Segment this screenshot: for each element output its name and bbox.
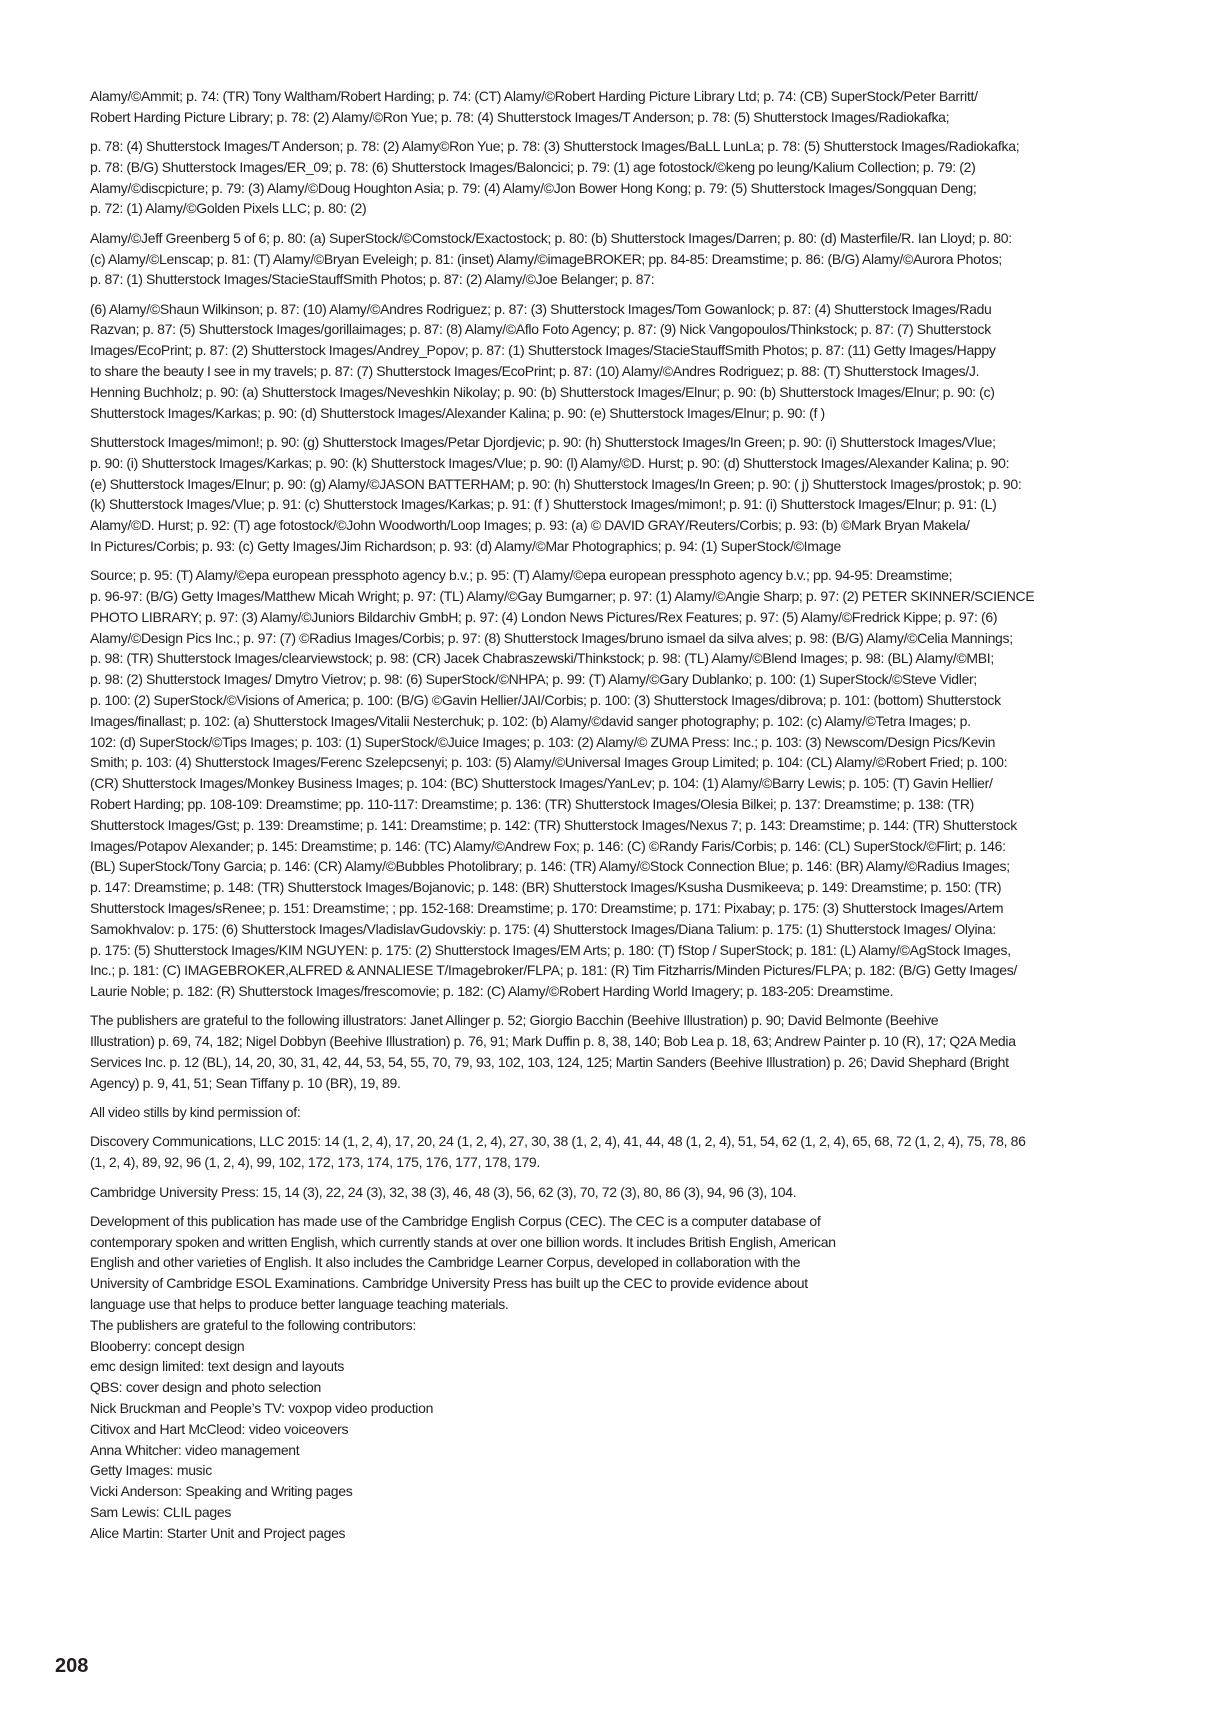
- acknowledgements-content: [90, 86, 1150, 1544]
- discovery-credits: Discovery Communications, LLC 2015: 14 (1, 2, 4), 17, 20, 24 (1, 2, 4), 27, 30, 38 (1, 2, 4), 41, 44, 48 (1, 2, 4), 51, 54, 62 (1, 2, 4), 65, 68, 72 (1, 2, 4), 75, 78, 86 (1, 2, 4), 89, 92, 96 (1, 2, 4), 99, 102, 172, 173, 174, 175, 176, 177, 178, 179.: [90, 1133, 1026, 1171]
- contributors-intro: The publishers are grateful to the following contributors:: [90, 1316, 416, 1333]
- video-stills-heading: All video stills by kind permission of:: [90, 1104, 301, 1121]
- contributors-list: [90, 1336, 1150, 1544]
- list-item: QBS: cover design and photo selection: [90, 1379, 321, 1396]
- credit-paragraph-3: Alamy/©Jeff Greenberg 5 of 6; p. 80: (a) SuperStock/©Comstock/Exactostock; p. 80: (b) Shutterstock Images/Darren; p. 80: (d) Masterfile/R. Ian Lloyd; p. 80: (c) Alamy/©Lenscap; p. 81: (T) Alamy/©Bryan Eveleigh; p. 81: (inset) Alamy/©imageBROKER; pp. 84-85: Dreamstime; p. 86: (B/G) Alamy/©Aurora Photos; p. 87: (1) Shutterstock Images/StacieStauffSmith Photos; p. 87: (2) Alamy/©Joe Belanger; p. 87:: [90, 229, 1012, 288]
- list-item: Getty Images: music: [90, 1462, 212, 1479]
- credit-paragraph-4: (6) Alamy/©Shaun Wilkinson; p. 87: (10) Alamy/©Andres Rodriguez; p. 87: (3) Shutterstock Images/Tom Gowanlock; p. 87: (4) Shutterstock Images/Radu Razvan; p. 87: (5) Shutterstock Images/gorillaimages; p. 87: (8) Alamy/©Aflo Foto Agency; p. 87: (9) Nick Vangopoulos/Thinkstock; p. 87: (7) Shutterstock Images/EcoPrint; p. 87: (2) Shutterstock Images/Andrey_Popov; p. 87: (1) Shutterstock Images/StacieStauffSmith Photos; p. 87: (11) Getty Images/Happy to share the beauty I see in my travels; p. 87: (7) Shutterstock Images/EcoPrint; p. 87: (10) Alamy/©Andres Rodriguez; p. 88: (T) Shutterstock Images/J. Henning Buchholz; p. 90: (a) Shutterstock Images/Neveshkin Nikolay; p. 90: (b) Shutterstock Images/Elnur; p. 90: (b) Shutterstock Images/Elnur; p. 90: (c) Shutterstock Images/Karkas; p. 90: (d) Shutterstock Images/Alexander Kalina; p. 90: (e) Shutterstock Images/Elnur; p. 90: (f ): [90, 300, 996, 421]
- credit-paragraph-5: Shutterstock Images/mimon!; p. 90: (g) Shutterstock Images/Petar Djordjevic; p. 90: (h) Shutterstock Images/In Green; p. 90: (i) Shutterstock Images/Vlue; p. 90: (i) Shutterstock Images/Karkas; p. 90: (k) Shutterstock Images/Vlue; p. 90: (l) Alamy/©D. Hurst; p. 90: (d) Shutterstock Images/Alexander Kalina; p. 90: (e) Shutterstock Images/Elnur; p. 90: (g) Alamy/©JASON BATTERHAM; p. 90: (h) Shutterstock Images/In Green; p. 90: ( j) Shutterstock Images/prostok; p. 90: (k) Shutterstock Images/Vlue; p. 91: (c) Shutterstock Images/Karkas; p. 91: (f ) Shutterstock Images/mimon!; p. 91: (i) Shutterstock Images/Elnur; p. 91: (L) Alamy/©D. Hurst; p. 92: (T) age fotostock/©John Woodworth/Loop Images; p. 93: (a) © DAVID GRAY/Reuters/Corbis; p. 93: (b) ©Mark Bryan Makela/ In Pictures/Corbis; p. 93: (c) Getty Images/Jim Richardson; p. 93: (d) Alamy/©Mar Photographics; p. 94: (1) SuperStock/©Image: [90, 433, 1022, 554]
- corpus-paragraph: Development of this publication has made use of the Cambridge English Corpus (CEC). The CEC is a computer database of contemporary spoken and written English, which currently stands at over one billion words. It includes British English, American English and other varieties of English. It also includes the Cambridge Learner Corpus, developed in collaboration with the University of Cambridge ESOL Examinations. Cambridge University Press has built up the CEC to provide evidence about language use that helps to produce better language teaching materials.: [90, 1212, 836, 1313]
- credit-paragraph-1: Alamy/©Ammit; p. 74: (TR) Tony Waltham/Robert Harding; p. 74: (CT) Alamy/©Robert Harding Picture Library Ltd; p. 74: (CB) SuperStock/Peter Barritt/ Robert Harding Picture Library; p. 78: (2) Alamy/©Ron Yue; p. 78: (4) Shutterstock Images/T Anderson; p. 78: (5) Shutterstock Images/Radiokafka;: [90, 88, 978, 125]
- list-item: Alice Martin: Starter Unit and Project pages: [90, 1524, 346, 1541]
- cup-credits: Cambridge University Press: 15, 14 (3), 22, 24 (3), 32, 38 (3), 46, 48 (3), 56, 62 (3), 70, 72 (3), 80, 86 (3), 94, 96 (3), 104.: [90, 1183, 797, 1200]
- list-item: Sam Lewis: CLIL pages: [90, 1504, 232, 1520]
- list-item: Blooberry: concept design: [90, 1337, 245, 1354]
- list-item: Nick Bruckman and People’s TV: voxpop video production: [90, 1400, 434, 1417]
- list-item: Vicki Anderson: Speaking and Writing pages: [90, 1483, 353, 1500]
- credit-paragraph-6: Source; p. 95: (T) Alamy/©epa european pressphoto agency b.v.; p. 95: (T) Alamy/©epa european pressphoto agency b.v.; pp. 94-95: Dreamstime; p. 96-97: (B/G) Getty Images/Matthew Micah Wright; p. 97: (TL) Alamy/©Gay Bumgarner; p. 97: (1) Alamy/©Angie Sharp; p. 97: (2) PETER SKINNER/SCIENCE PHOTO LIBRARY; p. 97: (3) Alamy/©Juniors Bildarchiv GmbH; p. 97: (4) London News Pictures/Rex Features; p. 97: (5) Alamy/©Fredrick Kippe; p. 97: (6) Alamy/©Design Pics Inc.; p. 97: (7) ©Radius Images/Corbis; p. 97: (8) Shutterstock Images/bruno ismael da silva alves; p. 98: (B/G) Alamy/©Celia Mannings; p. 98: (TR) Shutterstock Images/clearviewstock; p. 98: (CR) Jacek Chabraszewski/Thinkstock; p. 98: (TL) Alamy/©Blend Images; p. 98: (BL) Alamy/©MBI; p. 98: (2) Shutterstock Images/ Dmytro Vietrov; p. 98: (6) SuperStock/©NHPA; p. 99: (T) Alamy/©Gary Dublanko; p. 100: (1) SuperStock/©Steve Vidler; p. 100: (2) SuperStock/©Visions of America; p. 100: (B/G) ©Gavin Hellier/JAI/Corbis; p. 100: (3) Shutterstock Images/dibrova; p. 101: (bottom) Shutterstock Images/finallast; p. 102: (a) Shutterstock Images/Vitalii Nesterchuk; p. 102: (b) Alamy/©david sanger photography; p. 102: (c) Alamy/©Tetra Images; p. 102: (d) SuperStock/©Tips Images; p. 103: (1) SuperStock/©Juice Images; p. 103: (2) Alamy/© ZUMA Press: Inc.; p. 103: (3) Newscom/Design Pics/Kevin Smith; p. 103: (4) Shutterstock Images/Ferenc Szelepcsenyi; p. 103: (5) Alamy/©Universal Images Group Limited; p. 104: (CL) Alamy/©Robert Fried; p. 100: (CR) Shutterstock Images/Monkey Business Images; p. 104: (BC) Shutterstock Images/YanLev; p. 104: (1) Alamy/©Barry Lewis; p. 105: (T) Gavin Hellier/ Robert Harding; pp. 108-109: Dreamstime; pp. 110-117: Dreamstime; p. 136: (TR) Shutterstock Images/Olesia Bilkei; p. 137: Dreamstime; p. 138: (TR) Shutterstock Images/Gst; p. 139: Dreamstime; p. 141: Dreamstime; p. 142: (TR) Shutterstock Images/Nexus 7; p. 143: Dreamstime; p. 144: (TR) Shutterstock Images/Potapov Alexander; p. 145: Dreamstime; p. 146: (TC) Alamy/©Andrew Fox; p. 146: (C) ©Randy Faris/Corbis; p. 146: (CL) SuperStock/©Flirt; p. 146: (BL) SuperStock/Tony Garcia; p. 146: (CR) Alamy/©Bubbles Photolibrary; p. 146: (TR) Alamy/©Stock Connection Blue; p. 146: (BR) Alamy/©Radius Images; p. 147: Dreamstime; p. 148: (TR) Shutterstock Images/Bojanovic; p. 148: (BR) Shutterstock Images/Ksusha Dusmikeeva; p. 149: Dreamstime; p. 150: (TR) Shutterstock Images/sRenee; p. 151: Dreamstime; ; pp. 152-168: Dreamstime; p. 170: Dreamstime; p. 171: Pixabay; p. 175: (3) Shutterstock Images/Artem Samokhvalov: p. 175: (6) Shutterstock Images/VladislavGudovskiy: p. 175: (4) Shutterstock Images/Diana Talium: p. 175: (1) Shutterstock Images/ Olyina: p. 175: (5) Shutterstock Images/KIM NGUYEN: p. 175: (2) Shutterstock Images/EM Arts; p. 180: (T) fStop / SuperStock; p. 181: (L) Alamy/©AgStock Images, Inc.; p. 181: (C) IMAGEBROKER,ALFRED & ANNALIESE T/Imagebroker/FLPA; p. 181: (R) Tim Fitzharris/Minden Pictures/FLPA; p. 182: (B/G) Getty Images/ Laurie Noble; p. 182: (R) Shutterstock Images/frescomovie; p. 182: (C) Alamy/©Robert Harding World Imagery; p. 183-205: Dreamstime.: [90, 567, 1035, 1000]
- list-item: emc design limited: text design and layouts: [90, 1358, 345, 1375]
- list-item: Anna Whitcher: video management: [90, 1441, 300, 1458]
- page-number: 208: [55, 1655, 89, 1677]
- credit-paragraph-2: p. 78: (4) Shutterstock Images/T Anderson; p. 78: (2) Alamy©Ron Yue; p. 78: (3) Shutterstock Images/BaLL LunLa; p. 78: (5) Shutterstock Images/Radiokafka; p. 78: (B/G) Shutterstock Images/ER_09; p. 78: (6) Shutterstock Images/Baloncici; p. 79: (1) age fotostock/©keng po leung/Kalium Collection; p. 79: (2) Alamy/©discpicture; p. 79: (3) Alamy/©Doug Houghton Asia; p. 79: (4) Alamy/©Jon Bower Hong Kong; p. 79: (5) Shutterstock Images/Songquan Deng; p. 72: (1) Alamy/©Golden Pixels LLC; p. 80: (2): [90, 138, 1020, 217]
- illustrators-paragraph: The publishers are grateful to the following illustrators: Janet Allinger p. 52; Giorgio Bacchin (Beehive Illustration) p. 90; David Belmonte (Beehive Illustration) p. 69, 74, 182; Nigel Dobbyn (Beehive Illustration) p. 76, 91; Mark Duffin p. 8, 38, 140; Bob Lea p. 18, 63; Andrew Painter p. 10 (R), 17; Q2A Media Services Inc. p. 12 (BL), 14, 20, 30, 31, 42, 44, 53, 54, 55, 70, 79, 93, 102, 103, 124, 125; Martin Sanders (Beehive Illustration) p. 26; David Shephard (Bright Agency) p. 9, 41, 51; Sean Tiffany p. 10 (BR), 19, 89.: [90, 1012, 1016, 1091]
- list-item: Citivox and Hart McCleod: video voiceovers: [90, 1420, 349, 1437]
